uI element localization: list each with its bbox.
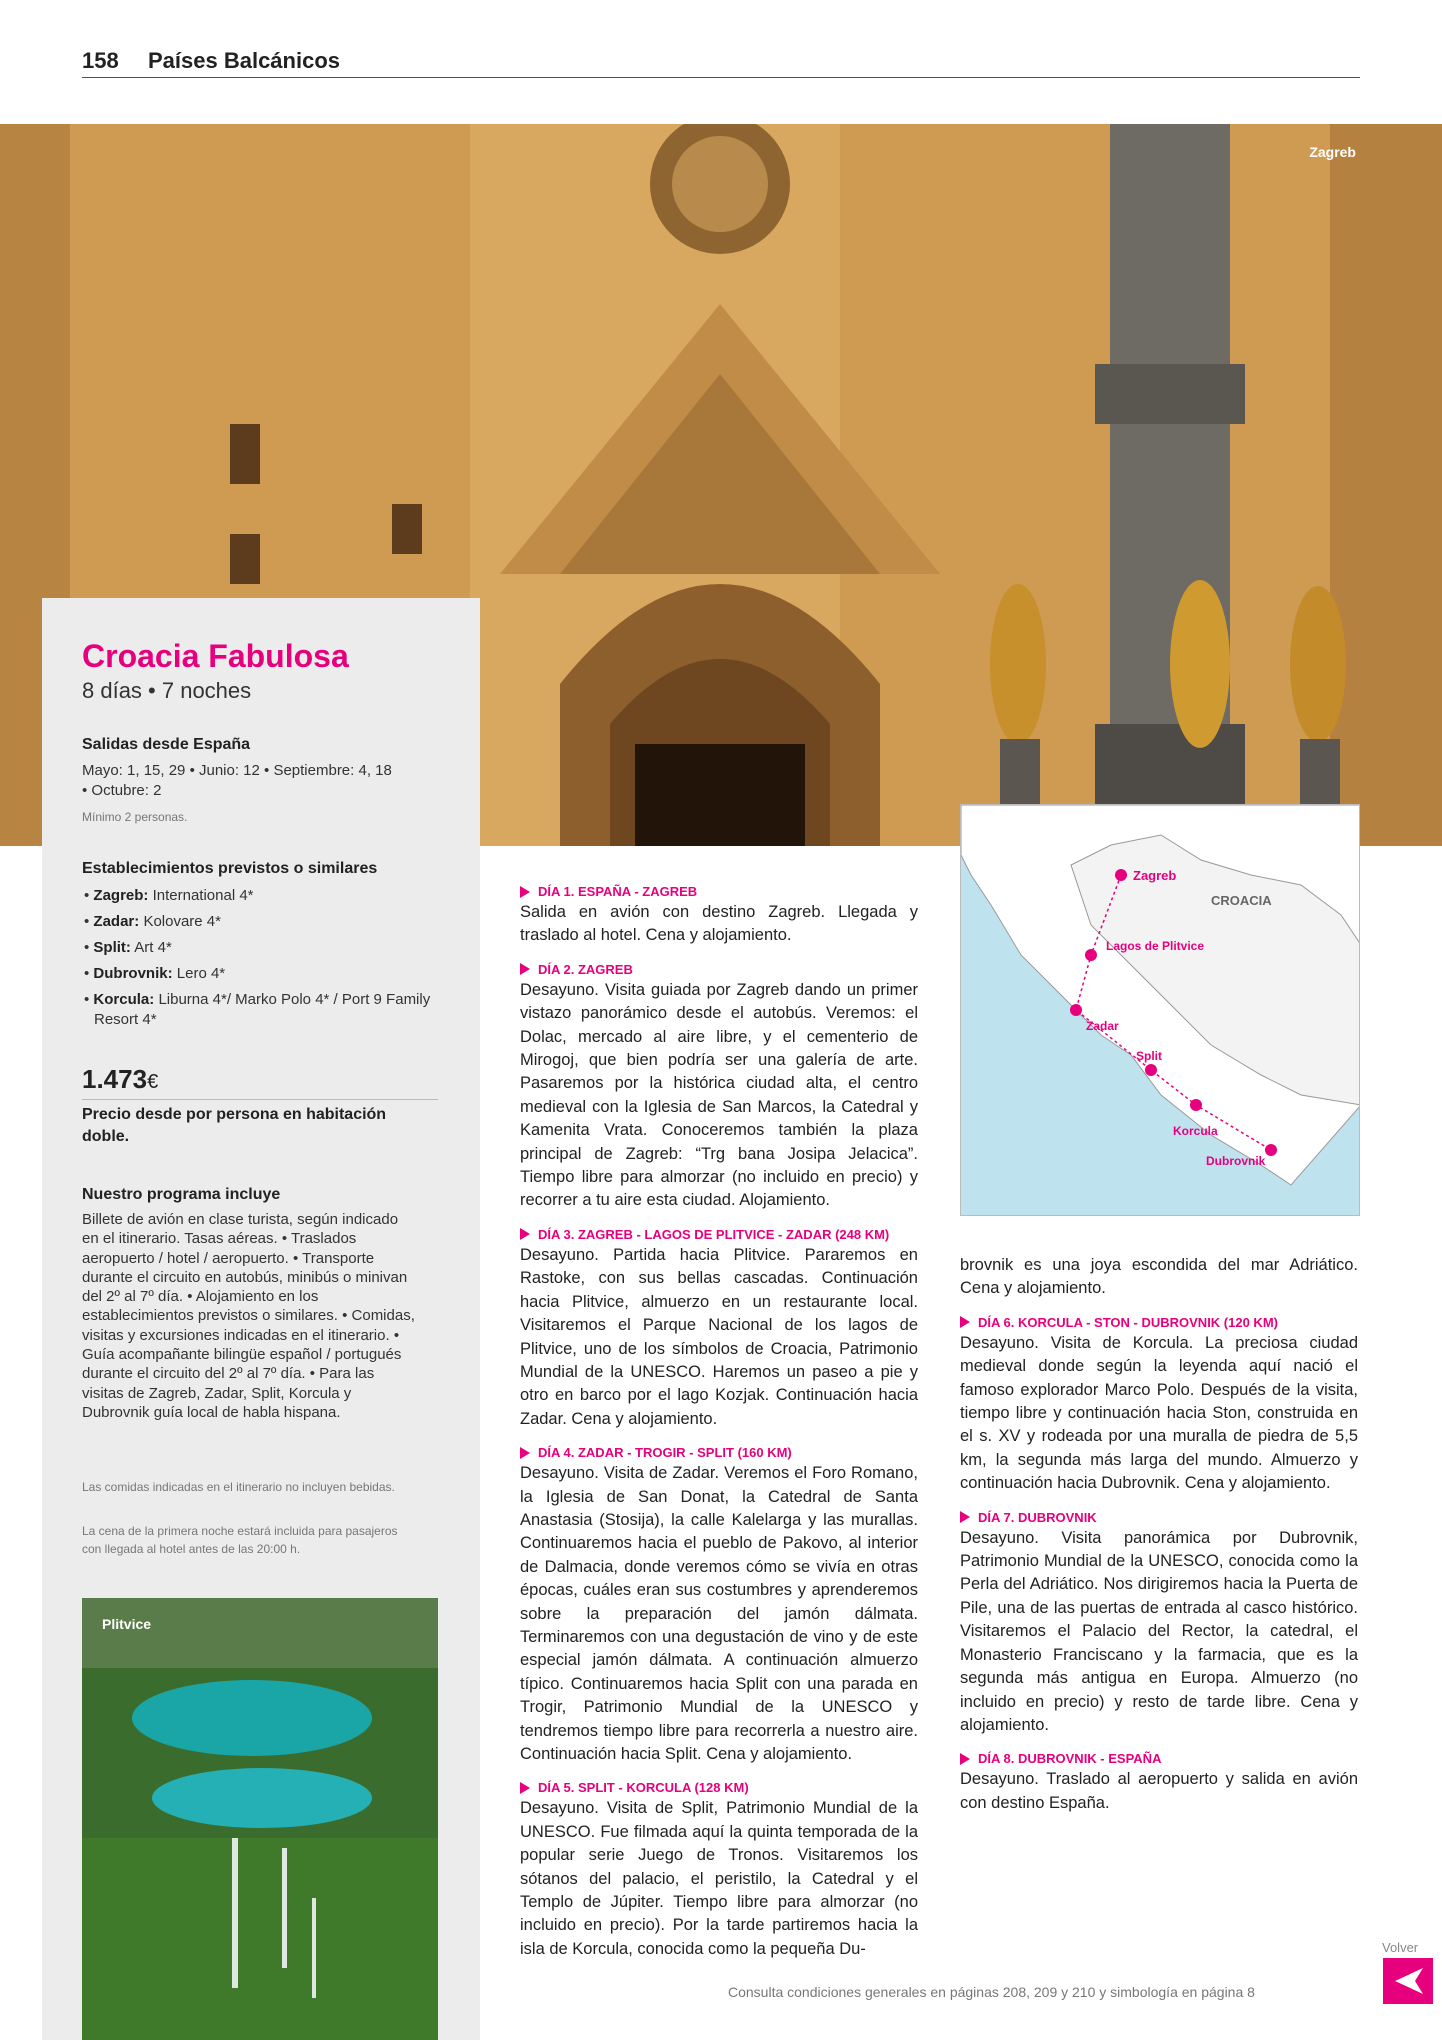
hotel-item: • Korcula: Liburna 4*/ Marko Polo 4* / Port 9 Family Resort 4* [84, 991, 431, 1028]
departures-dates-line2: • Octubre: 2 [82, 782, 162, 799]
hotel-city: Split: [93, 939, 131, 956]
hotel-city: Zagreb: [93, 887, 149, 904]
hotel-city: Dubrovnik: [93, 965, 173, 982]
hotels-heading: Establecimientos previstos o similares [82, 860, 378, 877]
day-description: Salida en avión con destino Zagreb. Llegada y traslado al hotel. Cena y alojamiento. [520, 903, 918, 945]
minimum-people: Mínimo 2 personas. [82, 810, 188, 824]
map-country-label: CROACIA [1211, 893, 1272, 908]
day-description: Desayuno. Visita panorámica por Dubrovnik, Patrimonio Mundial de la UNESCO, conocida como la Perla del Adriático. Nos dirigiremos hacia la Puerta de Pile, una de las puertas de entrada al casco histórico. Visitaremos el Palacio del Rector, la catedral, el Monasterio Franciscano y la farmacia, que es la segunda más antigua en Europa. Almuerzo (no incluido en precio) y resto de tarde libre. Cena y alojamiento. [960, 1528, 1358, 1734]
trip-title: Croacia Fabulosa [82, 638, 349, 674]
hotel-name: Liburna 4*/ Marko Polo 4* / Port 9 Family Resort 4* [94, 991, 431, 1028]
day-heading [520, 1445, 918, 1460]
day-heading [520, 1780, 918, 1795]
day-description: Desayuno. Visita de Korcula. La preciosa ciudad medieval donde según la leyenda aquí nació el famoso explorador Marco Polo. Después de la visita, tiempo libre y continuación hacia Ston, construida en el s. XV y rodeada por una muralla de piedra de 5,5 km, la segunda más larga del mundo. Almuerzo y continuación hacia Dubrovnik. Cena y alojamiento. [960, 1333, 1358, 1493]
meals-note: Las comidas indicadas en el itinerario no incluyen bebidas. [82, 1480, 395, 1494]
day-heading [960, 1510, 1358, 1525]
plitvice-illustration [82, 1598, 438, 2040]
departures-heading: Salidas desde España [82, 736, 251, 753]
hero-photo-label: Zagreb [1309, 144, 1356, 160]
itinerary-column-2 [960, 1254, 1358, 1815]
hotels-list [82, 886, 442, 1036]
day-arrow-icon [520, 1228, 530, 1240]
route-map [960, 804, 1360, 1216]
day-title: DÍA 2. ZAGREB [538, 961, 633, 977]
day-title: DÍA 6. KORCULA - STON - DUBROVNIK (120 KM) [978, 1314, 1278, 1330]
hotel-item: • Split: Art 4* [84, 939, 172, 956]
croatia-map [961, 805, 1360, 1216]
hotel-item: • Zadar: Kolovare 4* [84, 913, 221, 930]
day-description: Desayuno. Traslado al aeropuerto y salida en avión con destino España. [960, 1770, 1358, 1812]
map-city-label: Split [1136, 1049, 1162, 1063]
hotel-name: Lero 4* [176, 965, 226, 982]
day-arrow-icon [960, 1753, 970, 1765]
day-title: DÍA 1. ESPAÑA - ZAGREB [538, 884, 698, 899]
price-currency: € [147, 1071, 159, 1093]
hotel-name: Kolovare 4* [143, 913, 221, 930]
includes-text: Billete de avión en clase turista, según indicado en el itinerario. Tasas aéreas. • Traslados aeropuerto / hotel / aeropuerto. • Transporte durante el circuito en autobús, minibús o minivan del 2º al 7º día. • Alojamiento en los establecimientos previstos o similares. • Comidas, visitas y excursiones indicadas en el itinerario. • Guía acompañante bilingüe español / portugués durante el circuito del 2º al 7º día. • Para las visitas de Zagreb, Zadar, Split, Korcula y Dubrovnik guía local de habla hispana. [82, 1211, 415, 1421]
hotel-city: Zadar: [93, 913, 140, 930]
hotel-item: • Zagreb: International 4* [84, 887, 254, 904]
day-description: Desayuno. Partida hacia Plitvice. Pararemos en Rastoke, con sus bellas cascadas. Continuación hacia Plitvice, almuerzo en un restaurante local. Visitaremos el Parque Nacional de los lagos de Plitvice, uno de los símbolos de Croacia, Patrimonio Mundial de la UNESCO. Haremos un paseo a pie y otro en barco por el lago Kozjak. Continuación hacia Zadar. Cena y alojamiento. [520, 1245, 918, 1428]
day-title: DÍA 8. DUBROVNIK - ESPAÑA [978, 1751, 1162, 1767]
plitvice-photo-label: Plitvice [102, 1616, 152, 1632]
day-arrow-icon [960, 1316, 970, 1328]
itinerary-column-1 [520, 884, 918, 1961]
price [82, 1064, 438, 1100]
day-heading [520, 1227, 918, 1242]
day-heading [960, 1315, 1358, 1330]
hotel-city: Korcula: [93, 991, 155, 1008]
day-description-continued: brovnik es una joya escondida del mar Adriático. Cena y alojamiento. [960, 1256, 1358, 1298]
conditions-footer: Consulta condiciones generales en páginas 208, 209 y 210 y simbología en página 8 [728, 1984, 1255, 2000]
day-description: Desayuno. Visita de Zadar. Veremos el Foro Romano, la Iglesia de San Donat, la Catedral de Santa Anastasia (Stosija), la calle Kalelarga y las murallas. Continuaremos hacia el pueblo de Pakovo, al interior de Dalmacia, donde veremos cómo se vivía en otras épocas, cuáles eran sus costumbres y aprenderemos sobre la preparación del jamón dálmata. Terminaremos con una degustación de vino y de este especial jamón dálmata. A continuación almuerzo típico. Continuaremos hacia Split con una parada en Trogir, Patrimonio Mundial de la UNESCO y tendremos tiempo libre para recorrerla a nuestro aire. Continuación hacia Split. Cena y alojamiento. [520, 1464, 918, 1763]
day-heading [520, 962, 918, 977]
map-city-label: Korcula [1173, 1124, 1218, 1138]
includes-heading: Nuestro programa incluye [82, 1186, 281, 1203]
map-city-label: Zagreb [1133, 868, 1177, 883]
plitvice-photo [82, 1598, 438, 2040]
day-title: DÍA 7. DUBROVNIK [978, 1509, 1097, 1525]
day-arrow-icon [520, 1782, 530, 1794]
hotel-item: • Dubrovnik: Lero 4* [84, 965, 226, 982]
day-title: DÍA 5. SPLIT - KORCULA (128 KM) [538, 1780, 749, 1796]
day-heading [960, 1751, 1358, 1766]
page-header [82, 48, 1360, 78]
price-note: Precio desde por persona en habitación doble. [82, 1106, 387, 1145]
day-description: Desayuno. Visita guiada por Zagreb dando un primer vistazo panorámico desde el autobús. Veremos: el Dolac, mercado al aire libre, y el cementerio de Mirogoj, que bien podría ser una galería de arte. Pasaremos por la histórica ciudad alta, el centro medieval con la Iglesia de San Marcos, la Catedral y Kamenita Vrata. Conoceremos también la plaza principal de Zagreb: “Trg bana Josipa Jelacica”. Tiempo libre para almorzar (no incluido en precio) y recorrer a tu aire esta ciudad. Alojamiento. [520, 980, 918, 1210]
price-value: 1.473 [82, 1064, 148, 1094]
section-title: Países Balcánicos [148, 48, 341, 73]
map-city-label: Zadar [1086, 1019, 1119, 1033]
hotel-name: Art 4* [134, 939, 172, 956]
day-description: Desayuno. Visita de Split, Patrimonio Mundial de la UNESCO. Fue filmada aquí la quinta temporada de la popular serie Juego de Tronos. Visitaremos los sótanos del palacio, el peristilo, la Catedral y el Templo de Júpiter. Tiempo libre para almorzar (no incluido en precio). Por la tarde partiremos hacia la isla de Korcula, conocida como la pequeña Du- [520, 1799, 918, 1958]
map-city-label: Lagos de Plitvice [1106, 939, 1205, 953]
day-arrow-icon [520, 886, 530, 898]
trip-duration: 8 días • 7 noches [82, 678, 252, 703]
departures-dates-line1: Mayo: 1, 15, 29 • Junio: 12 • Septiembre: 4, 18 [82, 762, 392, 779]
back-button[interactable] [1383, 1958, 1433, 2004]
back-arrow-icon [1383, 1958, 1433, 2004]
hotel-name: International 4* [152, 887, 254, 904]
day-title: DÍA 4. ZADAR - TROGIR - SPLIT (160 KM) [538, 1445, 792, 1461]
day-arrow-icon [520, 963, 530, 975]
first-dinner-note: La cena de la primera noche estará incluida para pasajeros con llegada al hotel antes de las 20:00 h. [82, 1524, 398, 1556]
day-arrow-icon [520, 1447, 530, 1459]
map-city-label: Dubrovnik [1206, 1154, 1266, 1168]
day-heading [520, 884, 918, 899]
day-title: DÍA 3. ZAGREB - LAGOS DE PLITVICE - ZADAR (248 KM) [538, 1226, 890, 1242]
day-arrow-icon [960, 1511, 970, 1523]
trip-summary-sidebar [42, 598, 480, 2040]
page-number: 158 [82, 48, 119, 73]
back-label[interactable]: Volver [1382, 1940, 1419, 1955]
